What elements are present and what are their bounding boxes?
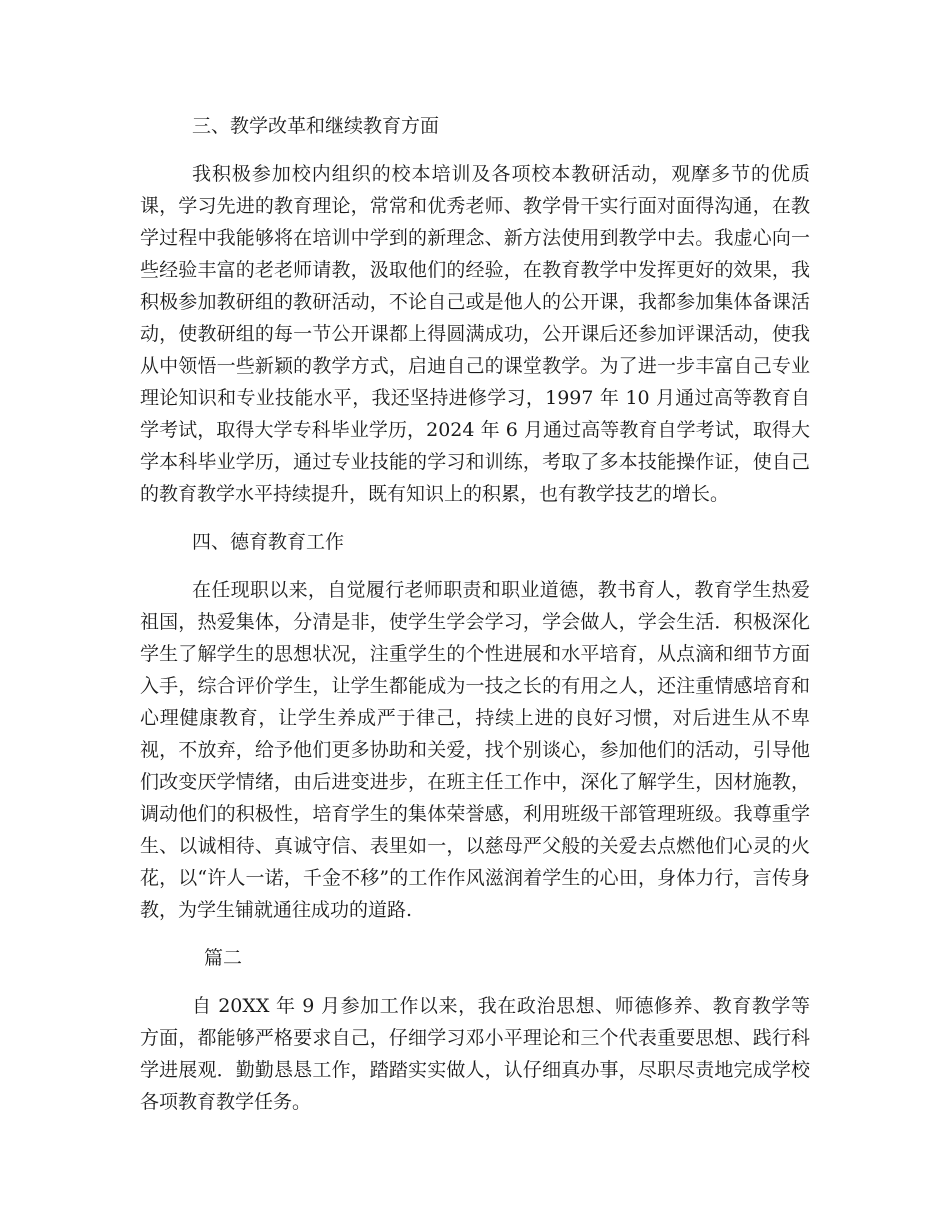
section-heading-moral-education: 四、德育教育工作	[192, 531, 345, 553]
paragraph-part-two: 自 20XX 年 9 月参加工作以来，我在政治思想、师德修养、教育教学等方面，都能够严格要求自己，仔细学习邓小平理论和三个代表重要思想、践行科学进展观．勤勤恳恳工作，踏踏实实做人，认仔细真办事，尽职尽责地完成学校各项教育教学任务。	[140, 995, 810, 1113]
spacer	[140, 510, 810, 526]
section-heading-part-two: 篇二	[204, 947, 243, 969]
spacer	[140, 558, 810, 574]
paragraph-moral-education: 在任现职以来，自觉履行老师职责和职业道德，教书育人，教育学生热爱祖国，热爱集体，分清是非，使学生学会学习，学会做人，学会生活．积极深化学生了解学生的思想状况，注重学生的个性进展和水平培育，从点滴和细节方面入手，综合评价学生，让学生都能成为一技之长的有用之人，还注重情感培育和心理健康教育，让学生养成严于律己，持续上进的良好习惯，对后进生从不卑视，不放弃，给予他们更多协助和关爱，找个别谈心，参加他们的活动，引导他们改变厌学情绪，由后进变进步，在班主任工作中，深化了解学生，因材施教，调动他们的积极性，培育学生的集体荣誉感，利用班级干部管理班级。我尊重学生、以诚相待、真诚守信、表里如一，以慈母严父般的关爱去点燃他们心灵的火花，以“许人一诺，千金不移”的工作作风滋润着学生的心田，身体力行，言传身教，为学生铺就通往成功的道路.	[140, 579, 810, 921]
paragraph-teaching-reform: 我积极参加校内组织的校本培训及各项校本教研活动，观摩多节的优质课，学习先进的教育理论，常常和优秀老师、教学骨干实行面对面得沟通，在教学过程中我能够将在培训中学到的新理念、新方法使用到教学中去。我虚心向一些经验丰富的老老师请教，汲取他们的经验，在教育教学中发挥更好的效果，我积极参加教研组的教研活动，不论自己或是他人的公开课，我都参加集体备课活动，使教研组的每一节公开课都上得圆满成功，公开课后还参加评课活动，使我从中领悟一些新颖的教学方式，启迪自己的课堂教学。为了进一步丰富自己专业理论知识和专业技能水平，我还坚持进修学习，1997 年 10 月通过高等教育自学考试，取得大学专科毕业学历，2024 年 6 月通过高等教育自学考试，取得大学本科毕业学历，通过专业技能的学习和训练，考取了多本技能操作证，使自己的教育教学水平持续提升，既有知识上的积累，也有教学技艺的增长。	[140, 163, 810, 505]
spacer	[140, 974, 810, 990]
section-heading-teaching-reform: 三、教学改革和继续教育方面	[192, 115, 440, 137]
spacer	[140, 142, 810, 158]
spacer	[140, 926, 810, 942]
document-body	[140, 110, 810, 1118]
